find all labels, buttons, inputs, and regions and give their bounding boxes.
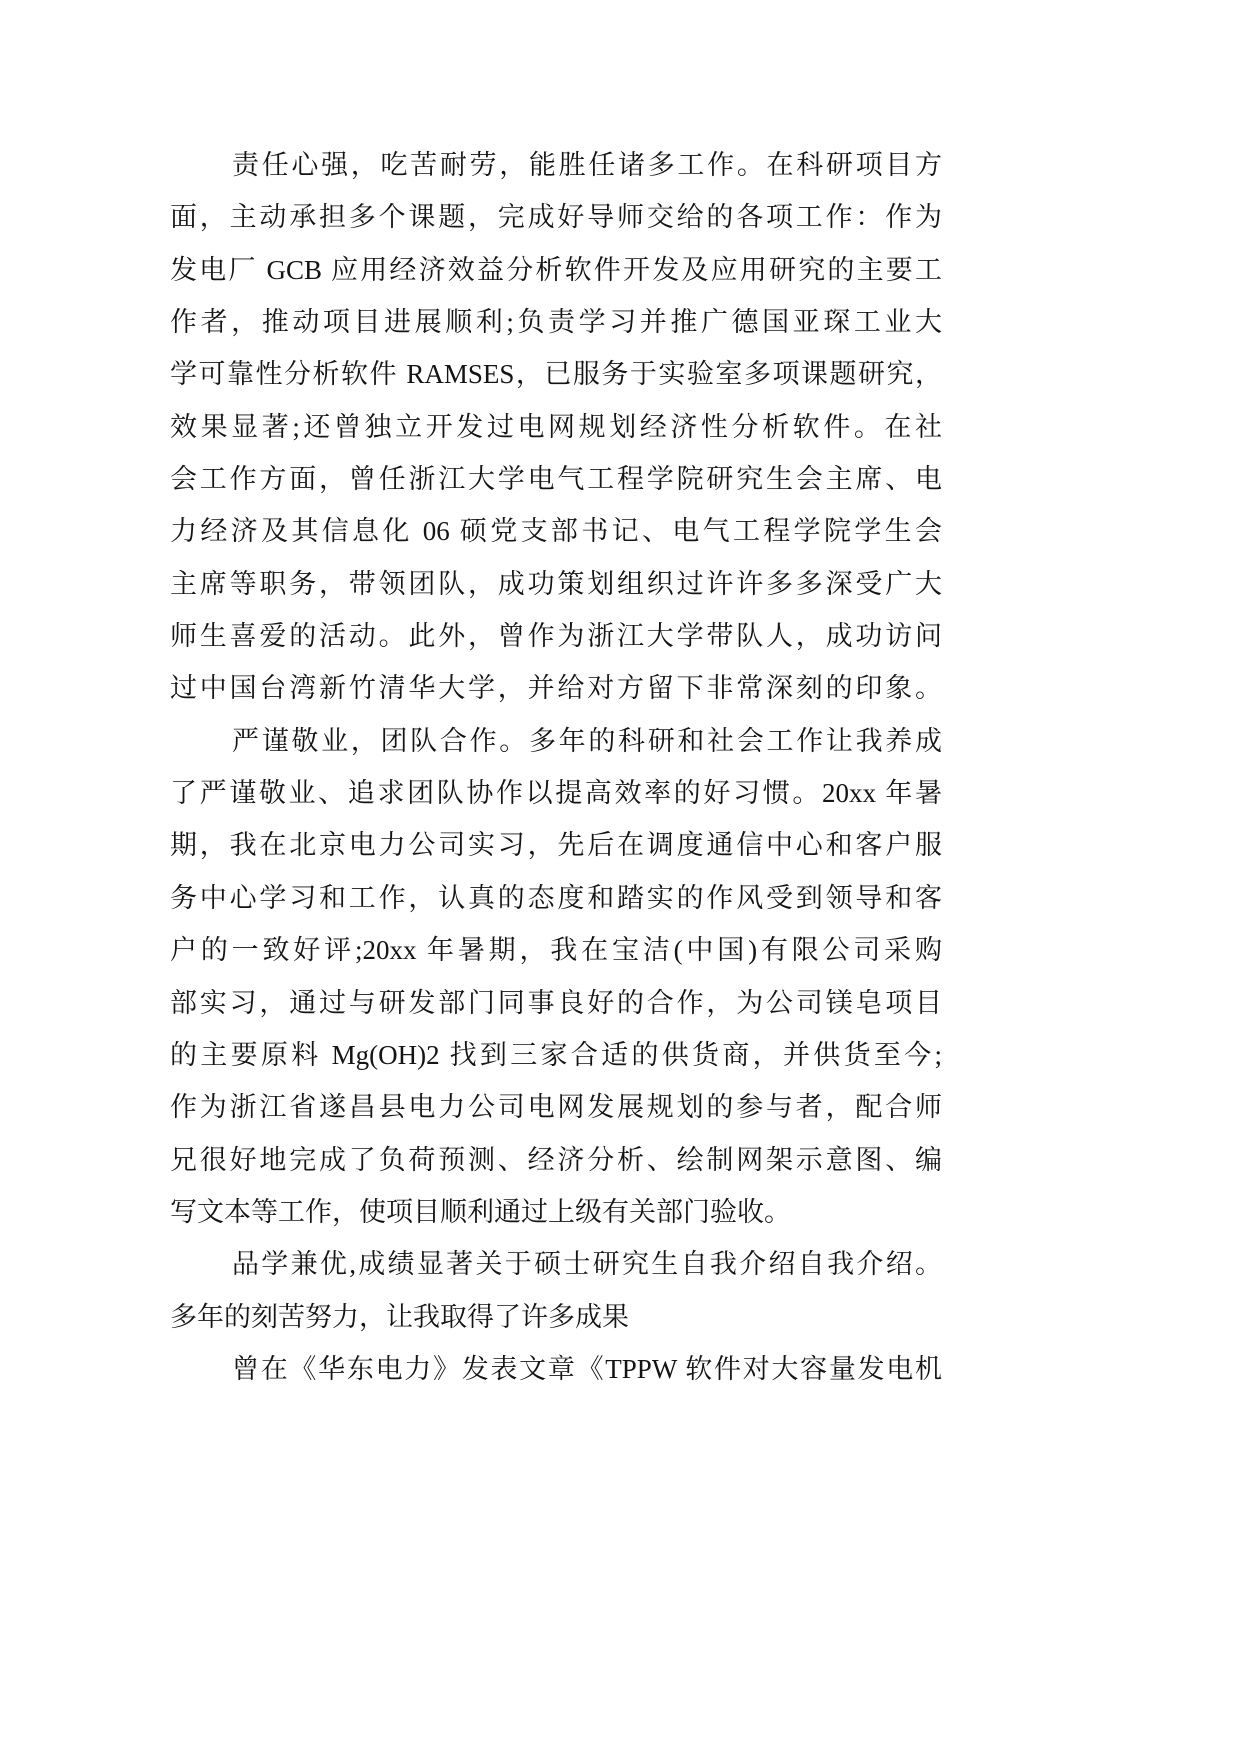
- text-line: 面，主动承担多个课题，完成好导师交给的各项工作：作为: [170, 202, 942, 233]
- text-line: 部实习，通过与研发部门同事良好的合作，为公司镁皂项目: [170, 987, 942, 1018]
- paragraph: [170, 1343, 942, 1395]
- text-line: 品学兼优,成绩显著关于硕士研究生自我介绍自我介绍。: [232, 1249, 942, 1280]
- text-line: 作者，推动项目进展顺利;负责学习并推广德国亚琛工业大: [170, 307, 942, 338]
- text-line: 兄很好地完成了负荷预测、经济分析、绘制网架示意图、编: [170, 1144, 942, 1175]
- text-line: 师生喜爱的活动。此外，曾作为浙江大学带队人，成功访问: [170, 621, 942, 652]
- text-line: 写文本等工作，使项目顺利通过上级有关部门验收。: [170, 1196, 791, 1227]
- paragraph: [170, 1238, 942, 1343]
- text-line: 的主要原料 Mg(OH)2 找到三家合适的供货商，并供货至今;: [170, 1039, 942, 1070]
- text-line: 多年的刻苦努力，让我取得了许多成果: [170, 1301, 629, 1332]
- text-line: 作为浙江省遂昌县电力公司电网发展规划的参与者，配合师: [170, 1092, 942, 1123]
- text-line: 会工作方面，曾任浙江大学电气工程学院研究生会主席、电: [170, 464, 942, 495]
- text-line: 曾在《华东电力》发表文章《TPPW 软件对大容量发电机: [232, 1353, 942, 1384]
- text-line: 力经济及其信息化 06 硕党支部书记、电气工程学院学生会: [170, 516, 942, 547]
- paragraph: [170, 139, 942, 715]
- paragraph: [170, 715, 942, 1238]
- text-line: 严谨敬业，团队合作。多年的科研和社会工作让我养成: [232, 725, 942, 756]
- text-line: 了严谨敬业、追求团队协作以提高效率的好习惯。20xx 年暑: [170, 778, 942, 809]
- text-line: 责任心强，吃苦耐劳，能胜任诸多工作。在科研项目方: [232, 150, 942, 180]
- text-line: 效果显著;还曾独立开发过电网规划经济性分析软件。在社: [170, 411, 942, 442]
- text-line: 务中心学习和工作，认真的态度和踏实的作风受到领导和客: [170, 882, 942, 913]
- text-line: 主席等职务，带领团队，成功策划组织过许许多多深受广大: [170, 568, 942, 599]
- text-line: 发电厂 GCB 应用经济效益分析软件开发及应用研究的主要工: [170, 254, 942, 285]
- text-line: 期，我在北京电力公司实习，先后在调度通信中心和客户服: [170, 830, 942, 861]
- text-line: 过中国台湾新竹清华大学，并给对方留下非常深刻的印象。: [170, 673, 942, 704]
- document-body: [170, 139, 942, 1395]
- text-line: 户的一致好评;20xx 年暑期，我在宝洁(中国)有限公司采购: [170, 935, 942, 966]
- text-line: 学可靠性分析软件 RAMSES，已服务于实验室多项课题研究，: [170, 359, 942, 390]
